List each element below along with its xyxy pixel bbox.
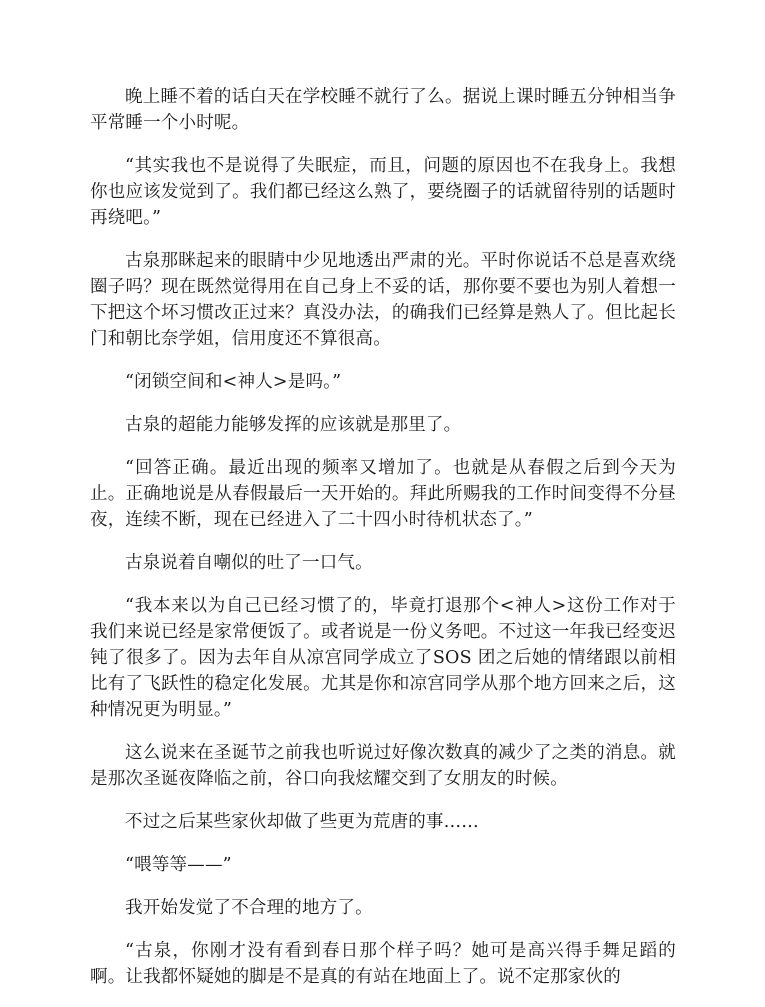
paragraph: “其实我也不是说得了失眠症，而且，问题的原因也不在我身上。我想你也应该发觉到了。我们都已经这么熟了，要绕圈子的话就留待别的话题时再绕吧。”: [90, 156, 676, 228]
paragraph: “古泉，你刚才没有看到春日那个样子吗？她可是高兴得手舞足蹈的啊。让我都怀疑她的脚是不是真的有站在地面上了。说不定那家伙的: [90, 941, 676, 987]
paragraph: “回答正确。最近出现的频率又增加了。也就是从春假之后到今天为止。正确地说是从春假最后一天开始的。拜此所赐我的工作时间变得不分昼夜，连续不断，现在已经进入了二十四小时待机状态了。”: [90, 458, 676, 530]
paragraph: “闭锁空间和<神人>是吗。”: [125, 372, 342, 392]
paragraph: 晚上睡不着的话白天在学校睡不就行了么。据说上课时睡五分钟相当争平常睡一个小时呢。: [90, 87, 676, 133]
paragraph: 不过之后某些家伙却做了些更为荒唐的事……: [125, 812, 479, 832]
paragraph: “我本来以为自己已经习惯了的，毕竟打退那个<神人>这份工作对于我们来说已经是家常便饭了。或者说是一份义务吧。不过这一年我已经变迟钝了很多了。因为去年自从凉宫同学成立了SOS 团之后她的情绪跟以前相比有了飞跃性的稳定化发展。尤其是你和凉宫同学从那个地方回来之后，这种情况更为明显。”: [90, 596, 676, 720]
paragraph: 古泉的超能力能够发挥的应该就是那里了。: [125, 415, 462, 435]
paragraph: 古泉说着自嘲似的吐了一口气。: [125, 553, 373, 573]
paragraph: 这么说来在圣诞节之前我也听说过好像次数真的减少了之类的消息。就是那次圣诞夜降临之前，谷口向我炫耀交到了女朋友的时候。: [90, 743, 676, 789]
paragraph: 我开始发觉了不合理的地方了。: [125, 898, 373, 918]
document-page: [90, 84, 676, 1007]
paragraph: 古泉那眯起来的眼睛中少见地透出严肃的光。平时你说话不总是喜欢绕圈子吗？现在既然觉得用在自己身上不妥的话，那你要不要也为别人着想一下把这个坏习惯改正过来？真没办法，的确我们已经算是熟人了。但比起长门和朝比奈学姐，信用度还不算很高。: [90, 251, 676, 349]
paragraph: “喂等等——”: [125, 855, 232, 875]
